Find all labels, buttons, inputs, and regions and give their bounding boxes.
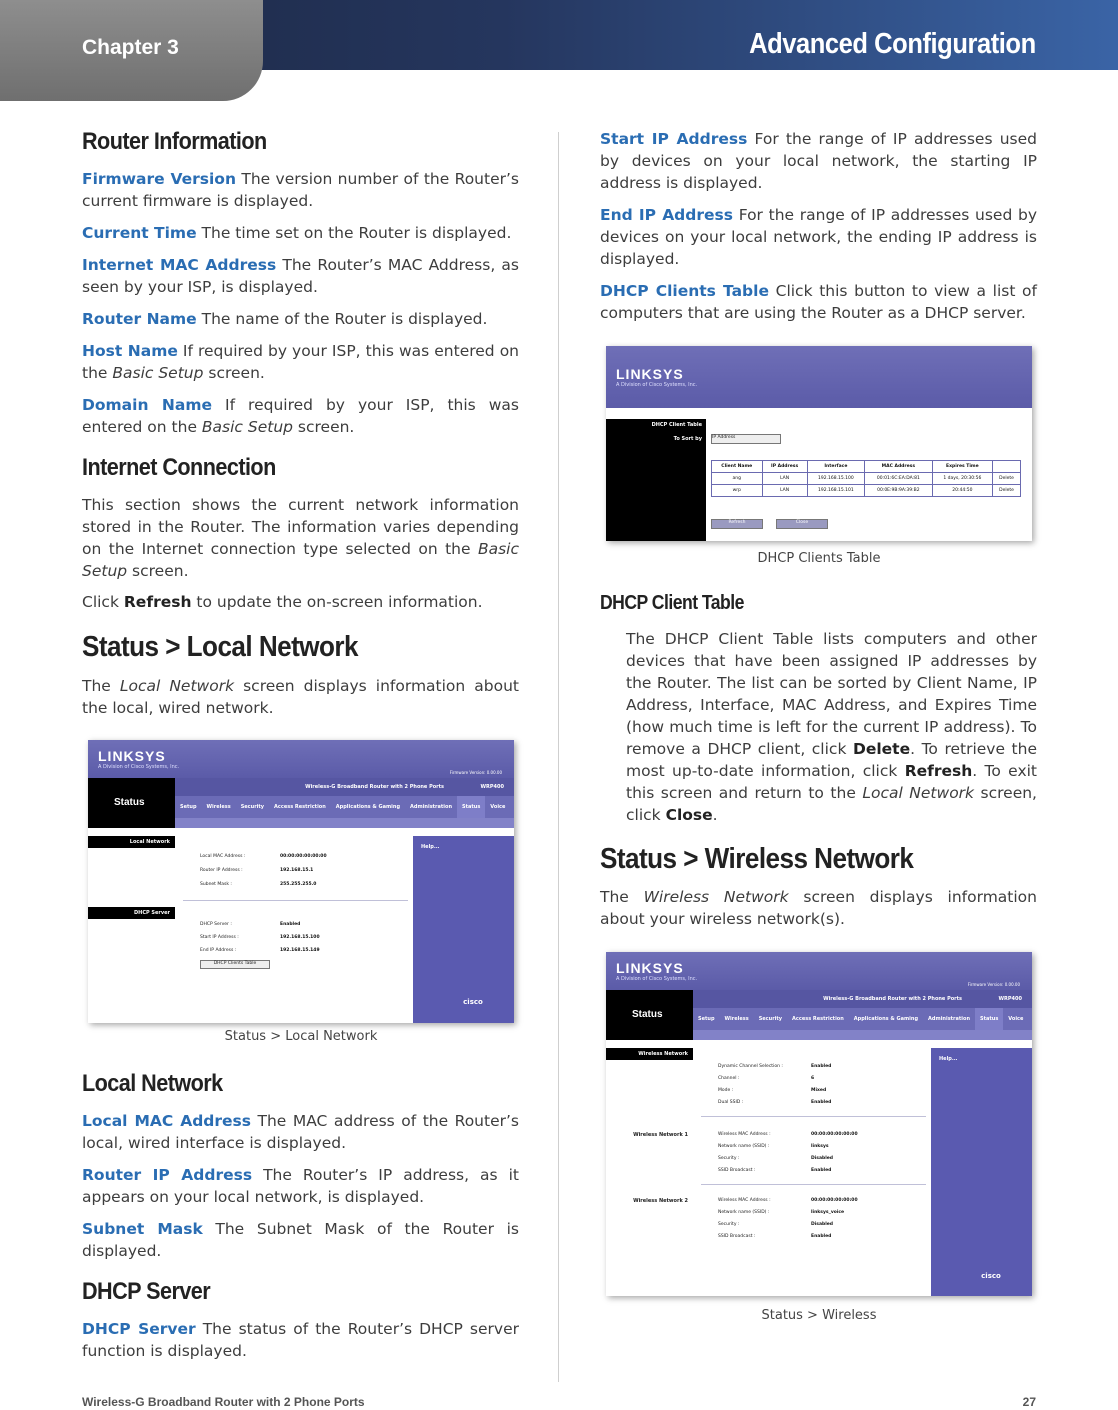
- router-tabs: [175, 796, 514, 818]
- help-panel: Help...: [413, 836, 514, 1023]
- dhcp-client-table: Client Name IP Address Interface MAC Address Expires Time ang LAN 192.168.15.100 00:01:6C:EA:DA:81 1 days, 20:30:56 Delete wrp LAN 192.168.15.101 00:0E:9B:9A:39:B2 20:44:50 Delete: [711, 460, 1021, 497]
- router-ip-address-item: Router IP Address The Router’s IP address, as it appears on your local network, is displayed.: [82, 1166, 519, 1206]
- end-ip-address-item: End IP Address For the range of IP addresses used by devices on your local network, the ending IP address is displayed.: [600, 206, 1038, 268]
- refresh-button[interactable]: Refresh: [711, 519, 763, 529]
- tab-wireless[interactable]: Wireless: [724, 1016, 749, 1022]
- cisco-logo: cisco: [463, 998, 483, 1006]
- tab-security[interactable]: Security: [240, 804, 265, 810]
- wireless-caption: Status > Wireless: [761, 1308, 877, 1323]
- current-time-item: Current Time The time set on the Router is displayed.: [82, 224, 512, 242]
- dhcp-client-table-text: The DHCP Client Table lists computers and other devices that have been assigned IP addresses by the Router. The list can be sorted by Client Name, IP Address, Interface, MAC Address, and Expires Time (how much time is left for the current IP address). To remove a DHCP client, click Delete. To retrieve the most up-to-date information, click Refresh. To exit this screen and return to the Local Network screen, click Close.: [626, 630, 1038, 824]
- tab-status[interactable]: Status: [975, 1008, 1003, 1030]
- delete-button[interactable]: Delete: [993, 473, 1021, 485]
- domain-name-item: Domain Name If required by your ISP, this was entered on the Basic Setup screen.: [82, 396, 519, 436]
- local-network-screenshot: LINKSYS A Division of Cisco Systems, Inc. Firmware Version: 0.00.00 Status Wireless-G Broadband Router with 2 Phone Ports WRP400 Setup Wireless Security Access Restriction Applications & Gaming Administration Status Voice Local Network DHCP Server Help... Local MAC Address : 00:00:00:00:00:00 Router IP Address : 192.168.15.1 Subnet Mask : 255.255.255.0 DHCP Server : Enabled Start IP Address : 192.168.15.100 End IP Address : 192.168.15.149 DHCP Clients Table cisco: [88, 740, 514, 1023]
- dhcp-clients-table-button[interactable]: DHCP Clients Table: [200, 960, 270, 969]
- tab-access-restriction[interactable]: Access Restriction: [274, 804, 326, 810]
- wireless-network-intro: The Wireless Network screen displays information about your wireless network(s).: [600, 888, 1037, 928]
- column-divider: [558, 132, 559, 1382]
- footer-product-name: Wireless-G Broadband Router with 2 Phone Ports: [82, 1395, 365, 1409]
- dhcp-clients-table-caption: DHCP Clients Table: [757, 551, 881, 566]
- local-mac-address-item: Local MAC Address The MAC address of the Router’s local, wired interface is displayed.: [82, 1112, 519, 1152]
- wireless-network-screenshot: LINKSYS A Division of Cisco Systems, Inc. Firmware Version: 0.00.00 Status Wireless-G Broadband Router with 2 Phone Ports WRP400 Setup Wireless Security Access Restriction Applications & Gaming Administration Status Voice Wireless Network Wireless Network 1 Wireless Network 2 Help... Dynamic Channel Selection : Enabled Channel : 6 Mode : Mixed Dual SSID : Enabled Wireless MAC Address : 00:00:00:00:00:00 Network name (SSID) : linksys Security : Disabled SSID Broadcast : Enabled Wireless MAC Address : 00:00:00:00:00:00 Network name (SSID) : linksys_voice Security : Disabled SSID Broadcast : Enabled cisco: [606, 952, 1032, 1296]
- subnet-mask-item: Subnet Mask The Subnet Mask of the Router is displayed.: [82, 1220, 519, 1260]
- tab-setup[interactable]: Setup: [698, 1016, 715, 1022]
- dhcp-client-table-heading: DHCP Client Table: [600, 592, 744, 614]
- refresh-instruction: Click Refresh to update the on-screen information.: [82, 593, 483, 611]
- tab-access-restriction[interactable]: Access Restriction: [792, 1016, 844, 1022]
- table-row: wrp LAN 192.168.15.101 00:0E:9B:9A:39:B2 20:44:50 Delete: [712, 485, 1021, 497]
- chapter-label: Chapter 3: [82, 36, 179, 59]
- tab-wireless[interactable]: Wireless: [206, 804, 231, 810]
- status-local-network-heading: Status > Local Network: [82, 631, 359, 663]
- router-name-item: Router Name The name of the Router is displayed.: [82, 310, 488, 328]
- local-network-heading: Local Network: [82, 1070, 223, 1097]
- tab-applications-gaming[interactable]: Applications & Gaming: [335, 804, 401, 810]
- dhcp-server-heading: DHCP Server: [82, 1278, 211, 1305]
- local-network-caption: Status > Local Network: [224, 1029, 378, 1044]
- status-label: Status: [114, 797, 145, 808]
- tab-applications-gaming[interactable]: Applications & Gaming: [853, 1016, 919, 1022]
- router-information-heading: Router Information: [82, 128, 267, 155]
- page-number: 27: [1022, 1395, 1036, 1409]
- internet-connection-text: This section shows the current network information stored in the Router. The information varies depending on the Internet connection type selected on the Basic Setup screen.: [82, 496, 519, 580]
- firmware-version-item: Firmware Version The version number of the Router’s current firmware is displayed.: [82, 170, 519, 210]
- tab-voice[interactable]: Voice: [1008, 1016, 1024, 1022]
- tab-setup[interactable]: Setup: [180, 804, 197, 810]
- dhcp-server-item: DHCP Server The status of the Router’s DHCP server function is displayed.: [82, 1320, 519, 1360]
- tab-voice[interactable]: Voice: [490, 804, 506, 810]
- host-name-item: Host Name If required by your ISP, this was entered on the Basic Setup screen.: [82, 342, 519, 382]
- local-network-intro: The Local Network screen displays information about the local, wired network.: [82, 677, 519, 717]
- delete-button[interactable]: Delete: [993, 485, 1021, 497]
- cisco-logo: cisco: [981, 1272, 1001, 1280]
- tab-administration[interactable]: Administration: [928, 1016, 970, 1022]
- tab-status[interactable]: Status: [457, 796, 485, 818]
- dhcp-clients-table-item: DHCP Clients Table Click this button to view a list of computers that are using the Router as a DHCP server.: [600, 282, 1037, 322]
- start-ip-address-item: Start IP Address For the range of IP addresses used by devices on your local network, the starting IP address is displayed.: [600, 130, 1037, 192]
- internet-connection-heading: Internet Connection: [82, 454, 276, 481]
- linksys-logo: LINKSYS: [98, 748, 166, 764]
- sort-by-select[interactable]: IP Address: [711, 434, 781, 444]
- dhcp-clients-table-screenshot: LINKSYS A Division of Cisco Systems, Inc. DHCP Client Table To Sort by IP Address Client Name IP Address Interface MAC Address Expires Time ang LAN 192.168.15.100 00:01:6C:EA:DA:81 1 days, 20:30:56 Delete wrp LAN 192.168.15.101 00:0E:9B:9A:39:B2 20:44:50 Delete Refresh Close: [606, 346, 1032, 541]
- tab-administration[interactable]: Administration: [410, 804, 452, 810]
- close-button[interactable]: Close: [776, 519, 828, 529]
- tab-security[interactable]: Security: [758, 1016, 783, 1022]
- internet-mac-address-item: Internet MAC Address The Router’s MAC Address, as seen by your ISP, is displayed.: [82, 256, 519, 296]
- chapter-title: Advanced Configuration: [749, 28, 1036, 60]
- status-wireless-network-heading: Status > Wireless Network: [600, 843, 914, 875]
- table-row: ang LAN 192.168.15.100 00:01:6C:EA:DA:81 1 days, 20:30:56 Delete: [712, 473, 1021, 485]
